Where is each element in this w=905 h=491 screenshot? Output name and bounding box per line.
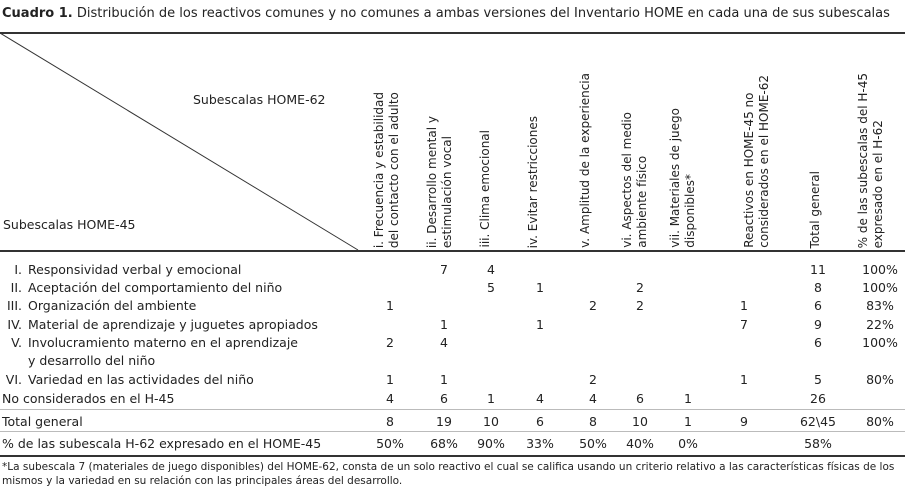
- row-label: Aceptación del comportamiento del niño: [28, 280, 283, 295]
- table-cell: 1: [536, 317, 544, 332]
- table-cell: 6: [814, 298, 822, 313]
- table-cell: 6: [814, 335, 822, 350]
- column-header-line: vi. Aspectos del medio: [620, 112, 634, 248]
- table-cell: 83%: [866, 298, 894, 313]
- table-cell: 40%: [626, 436, 654, 451]
- table-cell: 2: [589, 298, 597, 313]
- table-cell: 6: [440, 391, 448, 406]
- table-cell: 11: [810, 262, 826, 277]
- column-header-line: considerados en el HOME-62: [757, 75, 771, 248]
- table-cell: 9: [814, 317, 822, 332]
- row-label: % de las subescala H-62 expresado en el HOME-45: [2, 436, 322, 451]
- column-header-line: del contacto con el adulto: [387, 91, 401, 248]
- column-header: [620, 112, 650, 248]
- table-cell: 80%: [866, 372, 894, 387]
- title-text: Distribución de los reactivos comunes y no comunes a ambas versiones del Inventario HOME en cada una de sus subescalas: [76, 6, 890, 21]
- title-number: Cuadro 1.: [2, 6, 73, 21]
- table-cell: 1: [740, 298, 748, 313]
- table-cell: 8: [814, 280, 822, 295]
- table-cell: 100%: [862, 280, 898, 295]
- table-cell: 5: [814, 372, 822, 387]
- row-number: VI.: [5, 372, 22, 387]
- table-cell: 4: [386, 391, 394, 406]
- table-cell: 2: [636, 280, 644, 295]
- column-header-line: ambiente físico: [635, 156, 649, 248]
- table-cell: 10: [632, 414, 648, 429]
- table-cell: 19: [436, 414, 452, 429]
- table-cell: 50%: [579, 436, 607, 451]
- table-cell: 2: [589, 372, 597, 387]
- column-header-line: expresado en el H-62: [871, 119, 885, 248]
- column-header-line: % de las subescalas del H-45: [856, 72, 870, 248]
- table-cell: 1: [386, 372, 394, 387]
- row-label: Total general: [2, 414, 83, 429]
- row-label: Variedad en las actividades del niño: [28, 372, 254, 387]
- table-cell: 4: [440, 335, 448, 350]
- bottom-rule: [0, 455, 905, 457]
- table-cell: 6: [636, 391, 644, 406]
- table-cell: 68%: [430, 436, 458, 451]
- table-cell: 90%: [477, 436, 505, 451]
- footnote: *La subescala 7 (materiales de juego disponibles) del HOME-62, consta de un solo reactivo el cual se califica usando un criterio relativo a las características físicas de los mismos y la variedad en su relación con las principales áreas del desarrollo.: [2, 461, 895, 487]
- column-header-line: iii. Clima emocional: [478, 130, 492, 248]
- row-label: No considerados en el H-45: [2, 391, 175, 406]
- table-cell: 6: [536, 414, 544, 429]
- header-rule: [0, 250, 905, 252]
- column-header: [808, 171, 823, 248]
- row-label: Organización del ambiente: [28, 298, 197, 313]
- table-cell: 8: [386, 414, 394, 429]
- column-header-line: ii. Desarrollo mental y: [425, 115, 439, 248]
- table-cell: 50%: [376, 436, 404, 451]
- table-cell: 8: [589, 414, 597, 429]
- row-number: IV.: [7, 317, 22, 332]
- column-header: [425, 116, 455, 248]
- column-header: [526, 116, 541, 248]
- table-cell: 1: [684, 414, 692, 429]
- total-rule: [0, 409, 905, 410]
- column-header-line: i. Frecuencia y estabilidad: [372, 91, 386, 248]
- table-cell: 1: [386, 298, 394, 313]
- column-header-line: vii. Materiales de juego: [668, 108, 682, 248]
- table-cell: 1: [684, 391, 692, 406]
- row-number: V.: [11, 335, 22, 350]
- column-header: [856, 73, 886, 248]
- table-cell: 1: [440, 372, 448, 387]
- table-cell: 10: [483, 414, 499, 429]
- table-cell: 4: [536, 391, 544, 406]
- column-header: [742, 75, 772, 248]
- row-label: Involucramiento materno en el aprendizaje: [28, 335, 298, 350]
- table-title: [2, 6, 890, 21]
- table-cell: 58%: [804, 436, 832, 451]
- table-cell: 100%: [862, 262, 898, 277]
- column-header: [372, 92, 402, 248]
- table-cell: 0%: [678, 436, 698, 451]
- column-group-label: Subescalas HOME-62: [193, 92, 326, 107]
- table-cell: 1: [536, 280, 544, 295]
- table-cell: 26: [810, 391, 826, 406]
- table-cell: 7: [440, 262, 448, 277]
- table-cell: 4: [487, 262, 495, 277]
- column-header-line: estimulación vocal: [440, 135, 454, 248]
- row-label-continued: y desarrollo del niño: [28, 353, 156, 368]
- column-header: [478, 130, 493, 248]
- percent-rule: [0, 431, 905, 432]
- column-header-line: disponibles*: [683, 174, 697, 248]
- row-number: I.: [14, 262, 22, 277]
- table-cell: 5: [487, 280, 495, 295]
- table-cell: 62\45: [799, 414, 837, 429]
- row-number: III.: [6, 298, 22, 313]
- column-header-line: Reactivos en HOME-45 no: [742, 92, 756, 248]
- row-label: Responsividad verbal y emocional: [28, 262, 242, 277]
- table-cell: 80%: [866, 414, 894, 429]
- table-cell: 22%: [866, 317, 894, 332]
- table-cell: 100%: [862, 335, 898, 350]
- column-header: [668, 108, 698, 248]
- row-number: II.: [10, 280, 22, 295]
- table-cell: 1: [740, 372, 748, 387]
- table-cell: 2: [636, 298, 644, 313]
- column-header-line: iv. Evitar restricciones: [526, 115, 540, 248]
- table-cell: 9: [740, 414, 748, 429]
- table-cell: 1: [487, 391, 495, 406]
- row-group-label: Subescalas HOME-45: [3, 217, 136, 232]
- table-cell: 1: [440, 317, 448, 332]
- column-header-line: v. Amplitud de la experiencia: [578, 73, 592, 248]
- table-cell: 7: [740, 317, 748, 332]
- table-cell: 33%: [526, 436, 554, 451]
- table-cell: 4: [589, 391, 597, 406]
- column-header: [578, 73, 593, 248]
- column-header-line: Total general: [808, 170, 822, 248]
- row-label: Material de aprendizaje y juguetes apropiados: [28, 317, 318, 332]
- table-cell: 2: [386, 335, 394, 350]
